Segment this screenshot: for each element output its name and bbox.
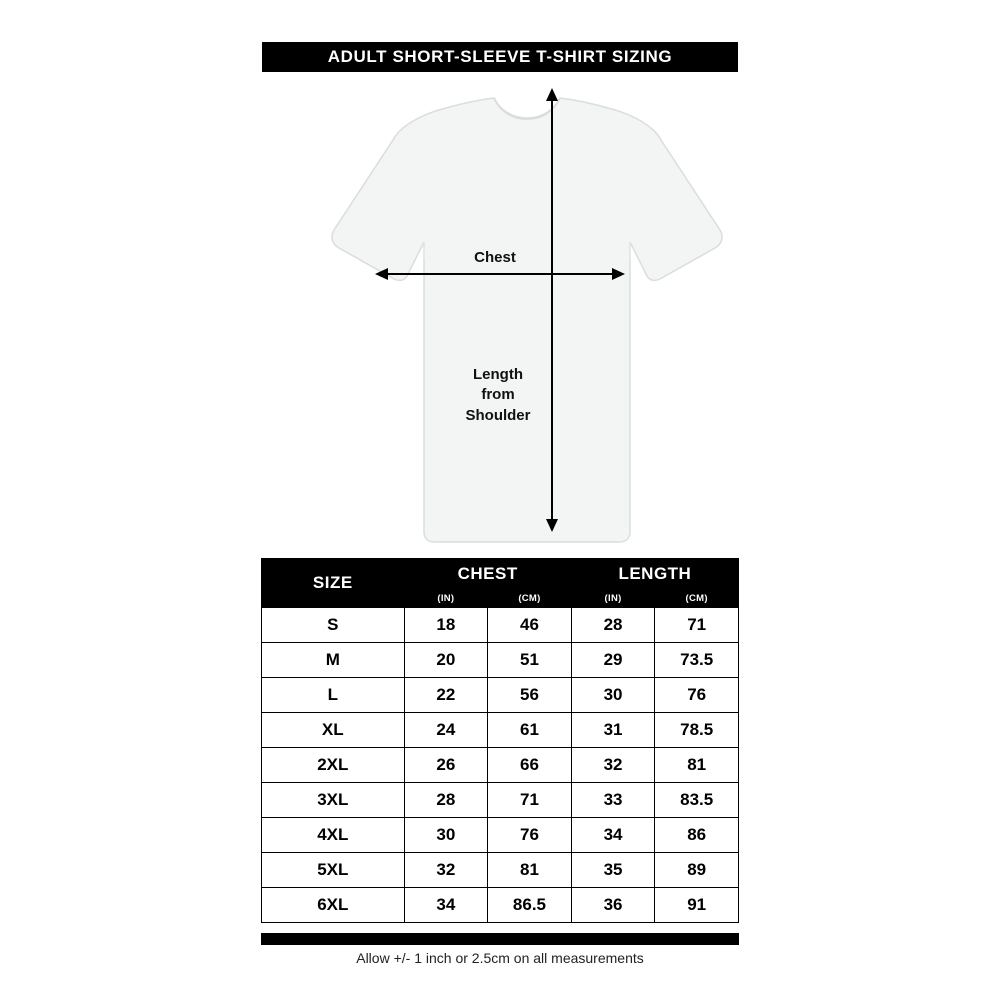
cell-length-in: 30 [571, 678, 655, 713]
cell-size: XL [262, 713, 405, 748]
table-row [262, 783, 739, 818]
unit-length-cm: (CM) [655, 589, 739, 608]
tshirt-diagram [250, 80, 750, 550]
cell-chest-in: 22 [404, 678, 488, 713]
size-table [261, 558, 739, 923]
length-line-1: Length [473, 366, 523, 383]
cell-chest-in: 20 [404, 643, 488, 678]
cell-chest-cm: 71 [488, 783, 572, 818]
cell-length-cm: 71 [655, 608, 739, 643]
table-row [262, 608, 739, 643]
size-table-body [262, 608, 739, 923]
cell-size: M [262, 643, 405, 678]
unit-length-in: (IN) [571, 589, 655, 608]
cell-chest-in: 28 [404, 783, 488, 818]
page-title [262, 42, 738, 72]
cell-size: 3XL [262, 783, 405, 818]
cell-length-cm: 89 [655, 853, 739, 888]
cell-chest-in: 26 [404, 748, 488, 783]
tshirt-body-shape [332, 98, 722, 542]
length-label-line-3 [413, 406, 583, 426]
cell-chest-in: 34 [404, 888, 488, 923]
length-label [413, 365, 583, 426]
cell-length-in: 32 [571, 748, 655, 783]
cell-chest-cm: 76 [488, 818, 572, 853]
cell-size: L [262, 678, 405, 713]
cell-length-cm: 76 [655, 678, 739, 713]
cell-chest-cm: 46 [488, 608, 572, 643]
unit-chest-cm: (CM) [488, 589, 572, 608]
table-bottom-bar [261, 933, 739, 945]
length-line-3: Shoulder [465, 406, 531, 424]
cell-size: 2XL [262, 748, 405, 783]
measurement-note: Allow +/- 1 inch or 2.5cm on all measurements [356, 950, 644, 966]
cell-chest-cm: 81 [488, 853, 572, 888]
size-table-container [261, 558, 739, 923]
cell-length-cm: 91 [655, 888, 739, 923]
table-row [262, 818, 739, 853]
cell-chest-in: 30 [404, 818, 488, 853]
table-row [262, 678, 739, 713]
table-row [262, 643, 739, 678]
cell-length-in: 34 [571, 818, 655, 853]
table-header-row [262, 559, 739, 589]
length-label-line-1 [413, 365, 583, 385]
length-label-line-2 [413, 385, 583, 405]
cell-length-cm: 86 [655, 818, 739, 853]
header-size: SIZE [262, 559, 405, 608]
cell-length-in: 29 [571, 643, 655, 678]
cell-chest-cm: 86.5 [488, 888, 572, 923]
table-row [262, 748, 739, 783]
cell-size: 5XL [262, 853, 405, 888]
cell-size: 6XL [262, 888, 405, 923]
cell-size: S [262, 608, 405, 643]
cell-size: 4XL [262, 818, 405, 853]
header-length: LENGTH [571, 559, 738, 589]
cell-chest-cm: 66 [488, 748, 572, 783]
chest-label [435, 248, 555, 268]
header-chest: CHEST [404, 559, 571, 589]
cell-length-cm: 83.5 [655, 783, 739, 818]
cell-length-in: 33 [571, 783, 655, 818]
length-line-2: from [481, 386, 515, 404]
cell-length-cm: 78.5 [655, 713, 739, 748]
cell-chest-in: 18 [404, 608, 488, 643]
cell-length-cm: 73.5 [655, 643, 739, 678]
cell-chest-in: 24 [404, 713, 488, 748]
cell-length-cm: 81 [655, 748, 739, 783]
table-row [262, 888, 739, 923]
table-row [262, 853, 739, 888]
tshirt-illustration [250, 80, 750, 550]
table-row [262, 713, 739, 748]
unit-chest-in: (IN) [404, 589, 488, 608]
chest-label-text: Chest [474, 249, 516, 266]
cell-length-in: 36 [571, 888, 655, 923]
cell-length-in: 28 [571, 608, 655, 643]
cell-chest-cm: 56 [488, 678, 572, 713]
cell-length-in: 35 [571, 853, 655, 888]
page-title-text: ADULT SHORT-SLEEVE T-SHIRT SIZING [327, 47, 673, 66]
size-table-head [262, 559, 739, 608]
cell-length-in: 31 [571, 713, 655, 748]
cell-chest-cm: 61 [488, 713, 572, 748]
cell-chest-cm: 51 [488, 643, 572, 678]
cell-chest-in: 32 [404, 853, 488, 888]
